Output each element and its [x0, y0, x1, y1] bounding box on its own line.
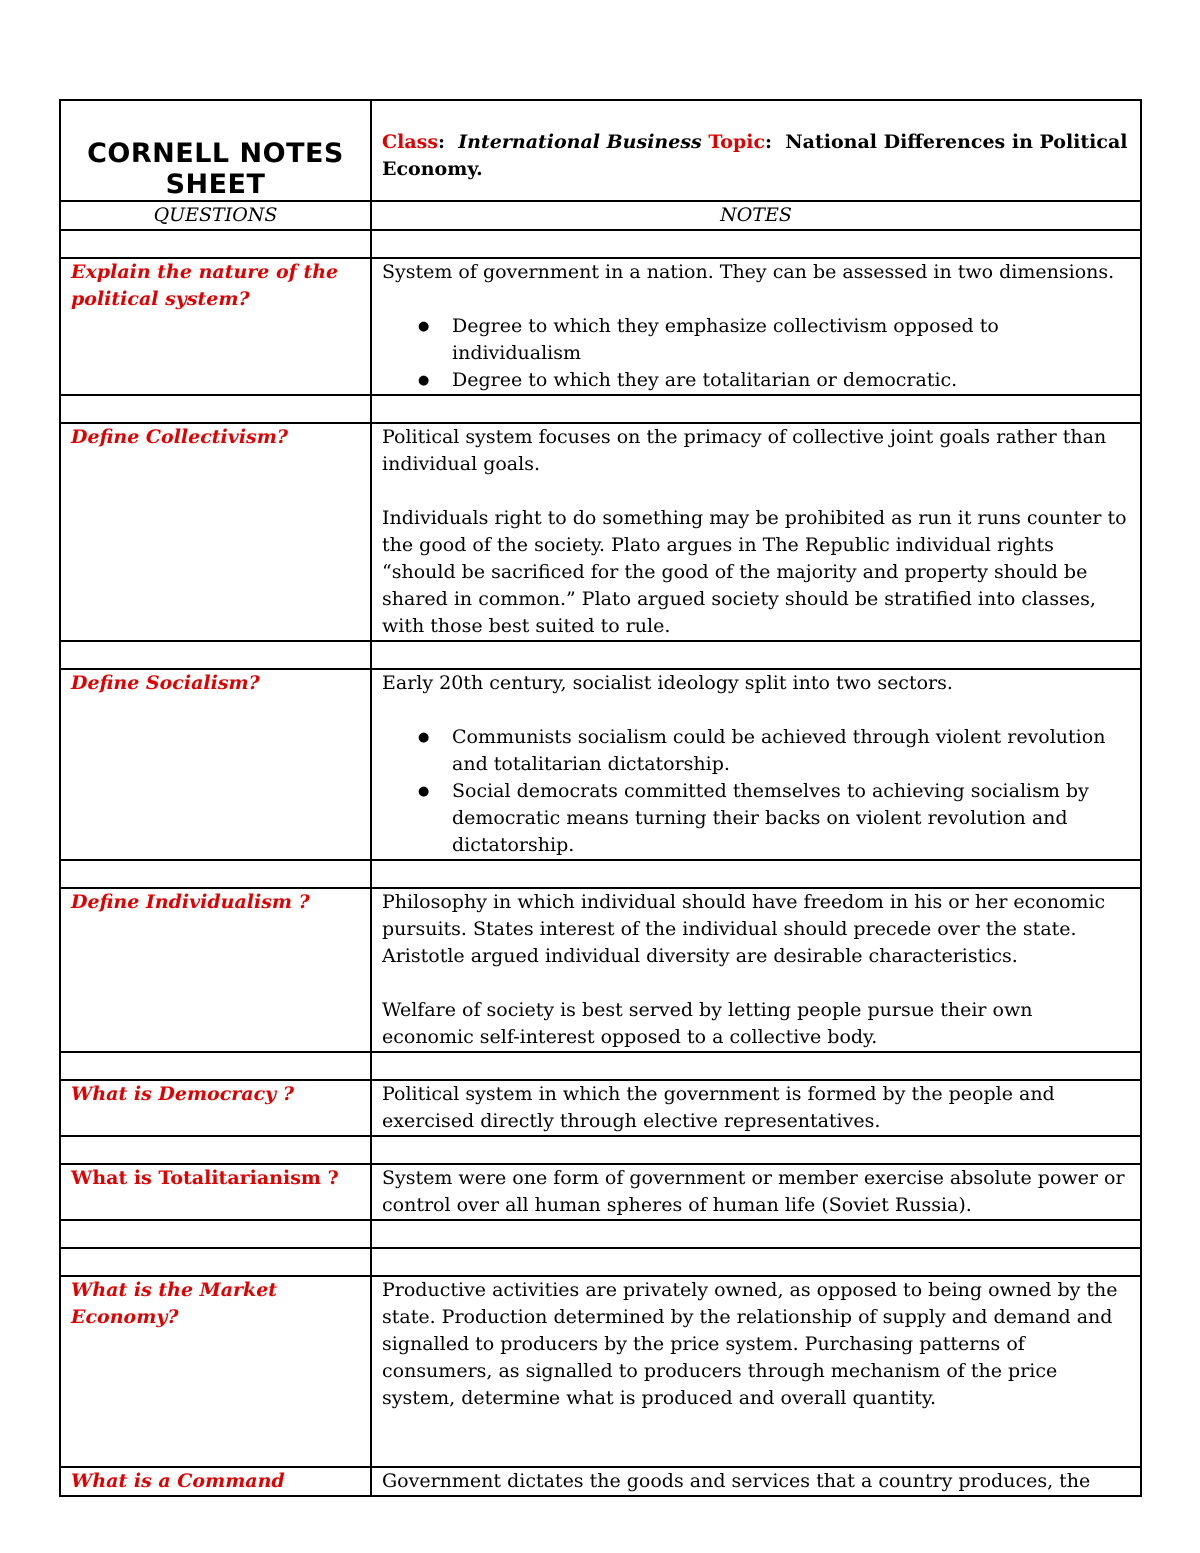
table-row [60, 1467, 1141, 1496]
topic-label: Topic [708, 131, 766, 153]
spacer-cell [371, 1052, 1141, 1080]
table-row [60, 1276, 1141, 1467]
spacer-cell [60, 1248, 371, 1276]
spacer-row [60, 395, 1141, 423]
note-bullet: ● Degree to which they emphasize collectivism opposed to individualism [452, 313, 1130, 367]
spacer-cell [371, 860, 1141, 888]
notes-cell [371, 669, 1141, 860]
table-row [60, 423, 1141, 641]
spacer-cell [371, 230, 1141, 258]
spacer-row [60, 1052, 1141, 1080]
note-bullet: ● Communists socialism could be achieved through violent revolution and totalitarian dictatorship. [452, 724, 1130, 778]
table-row [60, 1164, 1141, 1220]
note-paragraph: Political system focuses on the primacy of collective joint goals rather than individual goals. [382, 426, 1107, 475]
table-row [60, 888, 1141, 1052]
spacer-cell [60, 395, 371, 423]
spacer-row [60, 641, 1141, 669]
spacer-row [60, 860, 1141, 888]
cornell-notes-table [59, 99, 1142, 1497]
spacer-row [60, 1136, 1141, 1164]
questions-column-header: QUESTIONS [60, 201, 371, 230]
question-cell: Define Individualism ? [60, 888, 371, 1052]
notes-cell [371, 1164, 1141, 1220]
spacer-cell [60, 1220, 371, 1248]
note-bullet: ● Social democrats committed themselves to achieving socialism by democratic means turning their backs on violent revolution and dictatorship. [452, 778, 1130, 859]
question-cell: What is a Command [60, 1467, 371, 1496]
table-row [60, 1080, 1141, 1136]
spacer-cell [371, 1220, 1141, 1248]
note-paragraph: Productive activities are privately owned, as opposed to being owned by the state. Production determined by the relationship of supply and demand and signalled to producers by the price system. Purchasing patterns of consumers, as signalled to producers through mechanism of the price system, determine what is produced and overall quantity. [382, 1279, 1118, 1409]
note-paragraph: System were one form of government or member exercise absolute power or control over all human spheres of human life (Soviet Russia). [382, 1167, 1125, 1216]
spacer-cell [60, 1052, 371, 1080]
spacer-row [60, 1248, 1141, 1276]
sheet-title-line1: CORNELL NOTES [87, 138, 344, 169]
notes-column-header: NOTES [371, 201, 1141, 230]
spacer-cell [371, 395, 1141, 423]
note-paragraph: Political system in which the government is formed by the people and exercised directly through elective representatives. [382, 1083, 1055, 1132]
spacer-cell [60, 230, 371, 258]
sheet-title-line2: SHEET [165, 169, 266, 200]
sheet-title [60, 100, 371, 201]
class-topic-header: Class: International Business Topic: National Differences in Political Economy. [371, 100, 1141, 201]
notes-cell [371, 888, 1141, 1052]
note-paragraph: System of government in a nation. They can be assessed in two dimensions. [382, 261, 1115, 283]
question-cell: Explain the nature of the political system? [60, 258, 371, 395]
note-paragraph: Philosophy in which individual should have freedom in his or her economic pursuits. States interest of the individual should precede over the state. Aristotle argued individual diversity are desirable characteristics. [382, 891, 1106, 967]
note-paragraph: Government dictates the goods and services that a country produces, the [382, 1470, 1091, 1492]
notes-cell [371, 258, 1141, 395]
header-row [60, 100, 1141, 201]
note-bullet-list [382, 724, 1130, 859]
note-bullet-list [382, 313, 1130, 394]
note-paragraph: Individuals right to do something may be prohibited as run it runs counter to the good of the society. Plato argues in The Republic individual rights “should be sacrificed for the good of the majority and property should be shared in common.” Plato argued society should be stratified into classes, with those best suited to rule. [382, 507, 1127, 637]
spacer-row [60, 230, 1141, 258]
question-cell: Define Collectivism? [60, 423, 371, 641]
note-paragraph: Early 20th century, socialist ideology split into two sectors. [382, 672, 953, 694]
spacer-cell [371, 1136, 1141, 1164]
class-label: Class [382, 131, 439, 153]
notes-cell [371, 423, 1141, 641]
spacer-cell [371, 1248, 1141, 1276]
table-row [60, 258, 1141, 395]
question-cell: What is the Market Economy? [60, 1276, 371, 1467]
question-cell: Define Socialism? [60, 669, 371, 860]
column-header-row [60, 201, 1141, 230]
table-row [60, 669, 1141, 860]
spacer-cell [60, 641, 371, 669]
notes-cell [371, 1467, 1141, 1496]
note-paragraph: Welfare of society is best served by letting people pursue their own economic self-interest opposed to a collective body. [382, 999, 1033, 1048]
notes-cell [371, 1080, 1141, 1136]
note-bullet: ● Degree to which they are totalitarian or democratic. [452, 367, 1130, 394]
notes-cell [371, 1276, 1141, 1467]
question-cell: What is Democracy ? [60, 1080, 371, 1136]
spacer-cell [60, 1136, 371, 1164]
spacer-cell [371, 641, 1141, 669]
spacer-cell [60, 860, 371, 888]
class-value: International Business [458, 131, 702, 153]
topic-value: National Differences in Political Economy. [382, 131, 1128, 180]
spacer-row [60, 1220, 1141, 1248]
question-cell: What is Totalitarianism ? [60, 1164, 371, 1220]
